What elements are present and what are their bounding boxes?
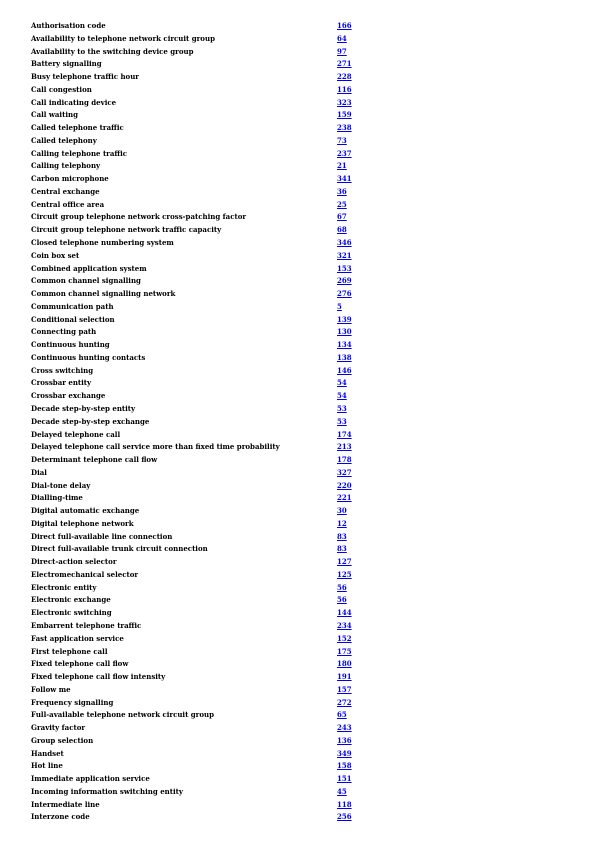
- page-number-link[interactable]: 127: [337, 557, 352, 567]
- index-term: Communication path: [31, 301, 114, 311]
- page-number-link[interactable]: 327: [337, 467, 352, 477]
- index-term: Central exchange: [31, 186, 100, 196]
- index-entry: [31, 314, 361, 327]
- page-number-link[interactable]: 221: [337, 493, 352, 503]
- index-term: Digital automatic exchange: [31, 506, 140, 516]
- index-entry: [31, 377, 361, 390]
- page-number-link[interactable]: 234: [337, 620, 352, 630]
- index-term: Continuous hunting: [31, 340, 110, 350]
- index-entry: [31, 33, 361, 46]
- page-number-link[interactable]: 136: [337, 735, 352, 745]
- index-entry: [31, 250, 361, 263]
- page-number-link[interactable]: 83: [337, 531, 347, 541]
- index-term: Electronic exchange: [31, 595, 111, 605]
- index-entry: [31, 20, 361, 33]
- index-term: Direct full-available line connection: [31, 531, 173, 541]
- index-entry: [31, 441, 361, 454]
- page-number-link[interactable]: 166: [337, 21, 352, 30]
- page-number-link[interactable]: 146: [337, 365, 352, 375]
- index-entry: [31, 620, 361, 633]
- index-entry: [31, 671, 361, 684]
- page-number-link[interactable]: 36: [337, 186, 347, 196]
- index-term: Decade step-by-step exchange: [31, 416, 150, 426]
- page-number-link[interactable]: 134: [337, 340, 352, 350]
- index-term: Conditional selection: [31, 314, 115, 324]
- index-term: Direct full-available trunk circuit connection: [31, 544, 208, 554]
- index-term: Battery signalling: [31, 59, 102, 69]
- page-number-link[interactable]: 45: [337, 786, 347, 796]
- index-term: Call indicating device: [31, 97, 117, 107]
- index-term: Group selection: [31, 735, 94, 745]
- index-term: Cross switching: [31, 365, 94, 375]
- index-entry: [31, 569, 361, 582]
- page-number-link[interactable]: 138: [337, 352, 352, 362]
- page-number-link[interactable]: 191: [337, 672, 352, 682]
- index-entry: [31, 199, 361, 212]
- index-term: Fast application service: [31, 633, 124, 643]
- index-term: Delayed telephone call: [31, 429, 121, 439]
- page-number-link[interactable]: 276: [337, 289, 352, 299]
- index-term: Carbon microphone: [31, 174, 109, 184]
- page-number-link[interactable]: 54: [337, 378, 347, 388]
- index-term: Call waiting: [31, 110, 78, 120]
- index-entry: [31, 84, 361, 97]
- page-number-link[interactable]: 220: [337, 480, 352, 490]
- index-term: Availability to telephone network circuit group: [31, 33, 215, 43]
- page-number-link[interactable]: 25: [337, 199, 347, 209]
- index-term: Common channel signalling: [31, 276, 141, 286]
- index-term: Fixed telephone call flow: [31, 659, 129, 669]
- page-number-link[interactable]: 272: [337, 697, 352, 707]
- page-number-link[interactable]: 243: [337, 723, 352, 733]
- index-term: Electronic switching: [31, 608, 112, 618]
- index-term: Handset: [31, 748, 64, 758]
- page-number-link[interactable]: 5: [337, 301, 342, 311]
- page-number-link[interactable]: 271: [337, 59, 352, 69]
- index-entry: [31, 684, 361, 697]
- index-entry: [31, 416, 361, 429]
- index-term: Dialling-time: [31, 493, 83, 503]
- index-entry: [31, 480, 361, 493]
- index-entry: [31, 811, 361, 824]
- index-entry: [31, 594, 361, 607]
- index-term: Delayed telephone call service more than fixed time probability: [31, 442, 280, 452]
- index-entry: [31, 748, 361, 761]
- index-entry: [31, 288, 361, 301]
- page-number-link[interactable]: 56: [337, 595, 347, 605]
- index-entry: [31, 492, 361, 505]
- index-term: Availability to the switching device group: [31, 46, 194, 56]
- index-term: Calling telephony: [31, 161, 101, 171]
- index-entry: [31, 186, 361, 199]
- page-number-link[interactable]: 346: [337, 238, 352, 248]
- index-entry: [31, 773, 361, 786]
- page-number-link[interactable]: 56: [337, 582, 347, 592]
- index-term: Combined application system: [31, 263, 147, 273]
- page-number-link[interactable]: 139: [337, 314, 352, 324]
- page-number-link[interactable]: 54: [337, 391, 347, 401]
- index-term: Frequency signalling: [31, 697, 114, 707]
- index-entry: [31, 339, 361, 352]
- page-number-link[interactable]: 12: [337, 518, 347, 528]
- index-entry: [31, 365, 361, 378]
- index-list: [31, 20, 361, 824]
- page-number-link[interactable]: 175: [337, 646, 352, 656]
- page-number-link[interactable]: 151: [337, 774, 352, 784]
- index-term: Gravity factor: [31, 723, 86, 733]
- index-entry: [31, 429, 361, 442]
- index-term: Electronic entity: [31, 582, 97, 592]
- index-term: Dial-tone delay: [31, 480, 91, 490]
- index-term: Coin box set: [31, 250, 80, 260]
- page-number-link[interactable]: 67: [337, 212, 347, 222]
- page-number-link[interactable]: 30: [337, 506, 347, 516]
- index-entry: [31, 786, 361, 799]
- index-entry: [31, 633, 361, 646]
- index-term: Intermediate line: [31, 799, 100, 809]
- page-number-link[interactable]: 180: [337, 659, 352, 669]
- page-number-link[interactable]: 64: [337, 33, 347, 43]
- index-entry: [31, 454, 361, 467]
- index-term: Embarrent telephone traffic: [31, 620, 142, 630]
- index-term: Continuous hunting contacts: [31, 352, 146, 362]
- index-entry: [31, 543, 361, 556]
- page-number-link[interactable]: 65: [337, 710, 347, 720]
- page-number-link[interactable]: 83: [337, 544, 347, 554]
- page-number-link[interactable]: 341: [337, 174, 352, 184]
- index-entry: [31, 58, 361, 71]
- page-number-link[interactable]: 349: [337, 748, 352, 758]
- index-term: Circuit group telephone network cross-patching factor: [31, 212, 247, 222]
- index-entry: [31, 467, 361, 480]
- index-entry: [31, 556, 361, 569]
- page-number-link[interactable]: 213: [337, 442, 352, 452]
- index-entry: [31, 582, 361, 595]
- index-entry: [31, 97, 361, 110]
- page-number-link[interactable]: 323: [337, 97, 352, 107]
- page-number-link[interactable]: 174: [337, 429, 352, 439]
- page-number-link[interactable]: 238: [337, 123, 352, 133]
- page-number-link[interactable]: 130: [337, 327, 352, 337]
- index-entry: [31, 173, 361, 186]
- index-term: Immediate application service: [31, 774, 150, 784]
- index-entry: [31, 237, 361, 250]
- index-entry: [31, 735, 361, 748]
- index-entry: [31, 122, 361, 135]
- index-entry: [31, 275, 361, 288]
- index-term: Central office area: [31, 199, 105, 209]
- index-entry: [31, 326, 361, 339]
- index-term: Called telephone traffic: [31, 123, 124, 133]
- page-number-link[interactable]: 68: [337, 225, 347, 235]
- index-entry: [31, 224, 361, 237]
- index-entry: [31, 607, 361, 620]
- page-number-link[interactable]: 118: [337, 799, 352, 809]
- index-entry: [31, 646, 361, 659]
- index-entry: [31, 390, 361, 403]
- page-number-link[interactable]: 178: [337, 455, 352, 465]
- index-term: Busy telephone traffic hour: [31, 72, 139, 82]
- page-number-link[interactable]: 97: [337, 46, 347, 56]
- index-entry: [31, 263, 361, 276]
- index-entry: [31, 148, 361, 161]
- index-term: Crossbar entity: [31, 378, 92, 388]
- index-entry: [31, 760, 361, 773]
- page-number-link[interactable]: 159: [337, 110, 352, 120]
- index-term: Called telephony: [31, 135, 97, 145]
- index-entry: [31, 799, 361, 812]
- index-term: Crossbar exchange: [31, 391, 106, 401]
- index-term: Digital telephone network: [31, 518, 134, 528]
- index-term: First telephone call: [31, 646, 108, 656]
- index-term: Full-available telephone network circuit group: [31, 710, 215, 720]
- index-entry: [31, 71, 361, 84]
- index-entry: [31, 518, 361, 531]
- index-entry: [31, 403, 361, 416]
- index-entry: [31, 46, 361, 59]
- page-number-link[interactable]: 73: [337, 135, 347, 145]
- index-entry: [31, 722, 361, 735]
- index-entry: [31, 658, 361, 671]
- page-number-link[interactable]: 228: [337, 72, 352, 82]
- index-term: Direct-action selector: [31, 557, 117, 567]
- index-entry: [31, 352, 361, 365]
- page-number-link[interactable]: 158: [337, 761, 352, 771]
- index-term: Circuit group telephone network traffic capacity: [31, 225, 222, 235]
- page-number-link[interactable]: 53: [337, 416, 347, 426]
- index-term: Determinant telephone call flow: [31, 455, 158, 465]
- index-term: Authorisation code: [31, 21, 106, 30]
- index-term: Follow me: [31, 684, 71, 694]
- page-number-link[interactable]: 269: [337, 276, 352, 286]
- index-term: Calling telephone traffic: [31, 148, 128, 158]
- page-number-link[interactable]: 237: [337, 148, 352, 158]
- index-entry: [31, 301, 361, 314]
- index-term: Incoming information switching entity: [31, 786, 183, 796]
- index-term: Call congestion: [31, 84, 92, 94]
- page-number-link[interactable]: 116: [337, 84, 352, 94]
- page-number-link[interactable]: 144: [337, 608, 352, 618]
- index-term: Connecting path: [31, 327, 97, 337]
- page-number-link[interactable]: 153: [337, 263, 352, 273]
- index-entry: [31, 697, 361, 710]
- index-term: Dial: [31, 467, 47, 477]
- index-term: Decade step-by-step entity: [31, 403, 136, 413]
- index-entry: [31, 109, 361, 122]
- index-entry: [31, 505, 361, 518]
- page-number-link[interactable]: 321: [337, 250, 352, 260]
- index-term: Electromechanical selector: [31, 569, 139, 579]
- index-entry: [31, 135, 361, 148]
- index-entry: [31, 531, 361, 544]
- index-term: Interzone code: [31, 812, 90, 822]
- page-number-link[interactable]: 21: [337, 161, 347, 171]
- index-term: Common channel signalling network: [31, 289, 176, 299]
- index-term: Closed telephone numbering system: [31, 238, 174, 248]
- page-number-link[interactable]: 53: [337, 403, 347, 413]
- index-term: Fixed telephone call flow intensity: [31, 672, 166, 682]
- index-entry: [31, 709, 361, 722]
- index-term: Hot line: [31, 761, 63, 771]
- index-entry: [31, 160, 361, 173]
- index-entry: [31, 211, 361, 224]
- page-number-link[interactable]: 152: [337, 633, 352, 643]
- page-number-link[interactable]: 157: [337, 684, 352, 694]
- page-number-link[interactable]: 125: [337, 569, 352, 579]
- page-number-link[interactable]: 256: [337, 812, 352, 822]
